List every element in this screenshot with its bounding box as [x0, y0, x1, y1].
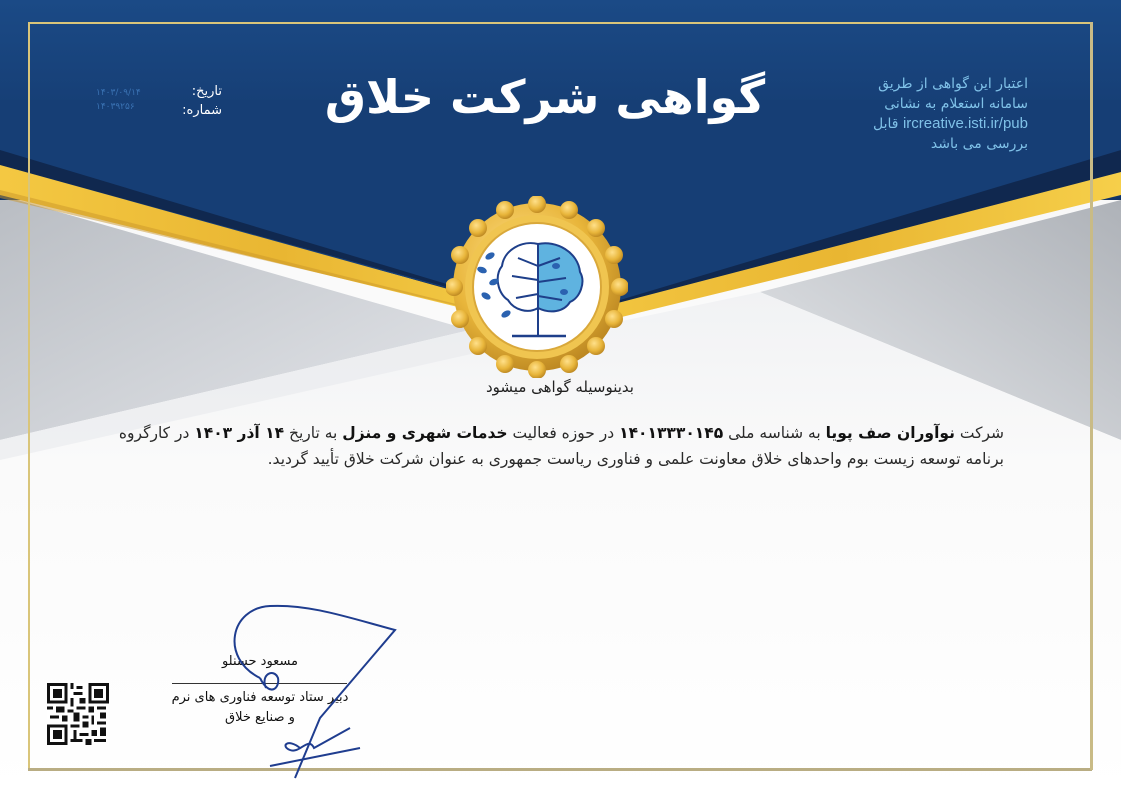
activity-field: خدمات شهری و منزل — [342, 424, 508, 442]
approval-date: ۱۴ آذر ۱۴۰۳ — [194, 424, 285, 442]
body-part-5: در کارگروه برنامه توسعه زیست بوم واحدهای خلاق معاونت علمی و فناوری ریاست جمهوری به عنوان شرکت خلاق تأیید گردید. — [118, 424, 1004, 468]
frame-shadow-right — [1090, 22, 1093, 770]
signatory-role-line-1: دبیر ستاد توسعه فناوری های نرم — [171, 690, 349, 705]
national-id: ۱۴۰۱۳۳۳۰۱۴۵ — [619, 424, 724, 442]
validity-line-1: اعتبار این گواهی از طریق — [878, 76, 1028, 92]
validity-line-2: سامانه استعلام به نشانی — [884, 96, 1028, 112]
validity-note — [790, 74, 1028, 154]
qr-code-icon[interactable] — [47, 683, 109, 745]
certificate-meta — [90, 84, 222, 124]
validity-line-3 — [790, 114, 1028, 134]
number-label: شماره: — [182, 103, 222, 118]
certificate-title: گواهی شرکت خلاق — [324, 70, 766, 124]
hereby-statement: بدینوسیله گواهی میشود — [486, 378, 634, 396]
signatory-name: مسعود حسنلو — [221, 654, 299, 669]
validity-line-4: بررسی می باشد — [930, 136, 1028, 152]
body-part-4: به تاریخ — [284, 424, 343, 442]
body-part-2: به شناسه ملی — [723, 424, 826, 442]
frame-shadow-bottom — [28, 768, 1092, 771]
number-value: ۱۴۰۳۹۲۵۶ — [96, 102, 135, 112]
company-name: نوآوران صف پویا — [825, 424, 955, 442]
body-part-1: شرکت — [954, 424, 1004, 442]
validity-line-3-suffix: قابل — [873, 116, 899, 132]
signatory-role-line-2: و صنایع خلاق — [225, 710, 295, 725]
verification-url[interactable]: ircreative.isti.ir/pub — [902, 115, 1028, 132]
body-part-3: در حوزه فعالیت — [507, 424, 620, 442]
date-value: ۱۴۰۳/۰۹/۱۴ — [96, 88, 141, 98]
brain-tree-icon — [446, 196, 628, 378]
signatory-role — [140, 688, 380, 728]
certificate-body — [118, 420, 1004, 472]
signature-line — [172, 683, 347, 684]
date-label: تاریخ: — [191, 84, 222, 99]
